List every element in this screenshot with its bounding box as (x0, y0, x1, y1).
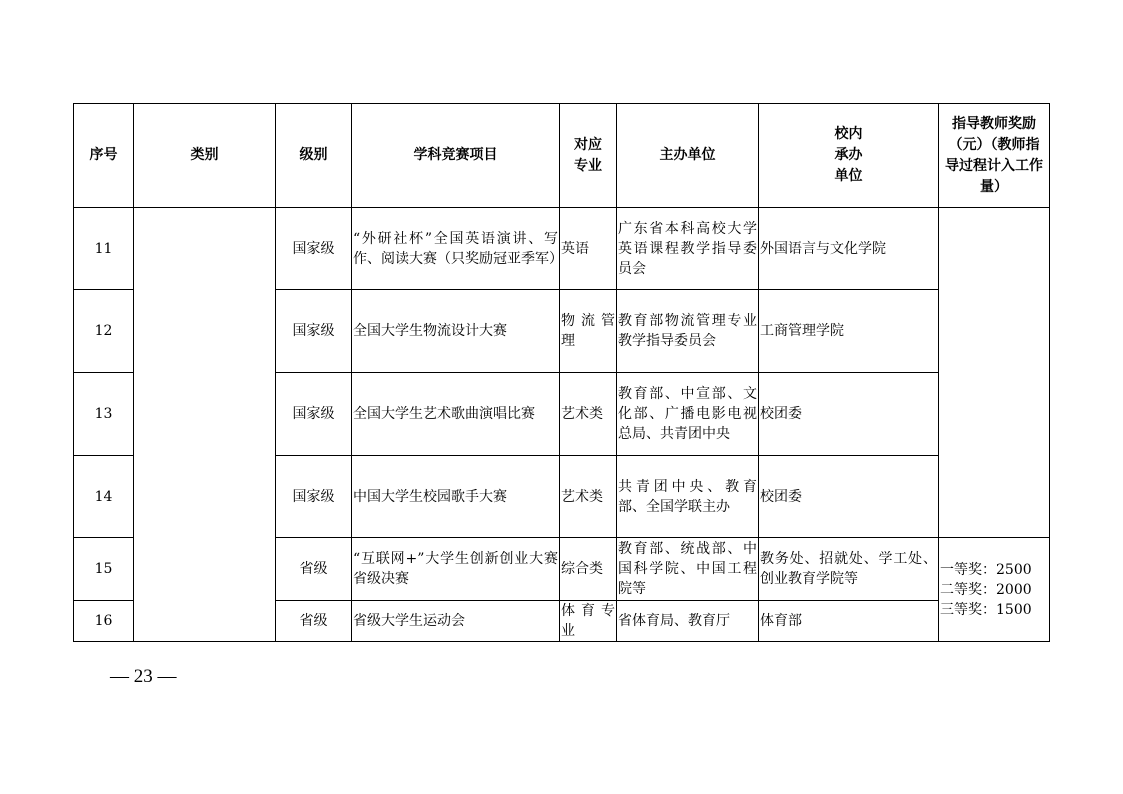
row-project: “外研社杯”全国英语演讲、写作、阅读大赛（只奖励冠亚季军） (352, 208, 560, 290)
row-host-unit: 校团委 (759, 456, 939, 538)
reward-cell-national (939, 208, 1050, 538)
header-level: 级别 (276, 104, 352, 208)
header-index: 序号 (74, 104, 134, 208)
row-organizer: 教育部、统战部、中国科学院、中国工程院等 (617, 538, 759, 601)
row-index: 12 (74, 290, 134, 373)
row-project: 全国大学生物流设计大赛 (352, 290, 560, 373)
row-project: 中国大学生校园歌手大赛 (352, 456, 560, 538)
category-cell (134, 208, 276, 642)
row-organizer: 教育部、中宣部、文化部、广播电影电视总局、共青团中央 (617, 373, 759, 456)
row-index: 13 (74, 373, 134, 456)
page-number: — 23 — (110, 666, 177, 687)
row-host-unit: 工商管理学院 (759, 290, 939, 373)
header-major: 对应专业 (560, 104, 617, 208)
row-index: 14 (74, 456, 134, 538)
row-host-unit: 外国语言与文化学院 (759, 208, 939, 290)
row-level: 国家级 (276, 290, 352, 373)
row-index: 16 (74, 601, 134, 642)
reward-cell-provincial (939, 538, 1050, 642)
row-project: 全国大学生艺术歌曲演唱比赛 (352, 373, 560, 456)
reward-third-prize: 三等奖：1500 (940, 601, 1032, 618)
row-level: 省级 (276, 538, 352, 601)
table-row (74, 208, 1050, 290)
header-organizer: 主办单位 (617, 104, 759, 208)
row-organizer: 广东省本科高校大学英语课程教学指导委员会 (617, 208, 759, 290)
row-index: 11 (74, 208, 134, 290)
row-organizer: 省体育局、教育厅 (617, 601, 759, 642)
row-level: 国家级 (276, 456, 352, 538)
row-organizer: 共青团中央、教育部、全国学联主办 (617, 456, 759, 538)
header-reward: 指导教师奖励（元）（教师指导过程计入工作量） (939, 104, 1050, 208)
reward-second-prize: 二等奖：2000 (940, 581, 1032, 598)
row-major: 艺术类 (560, 456, 617, 538)
row-major: 英语 (560, 208, 617, 290)
row-organizer: 教育部物流管理专业教学指导委员会 (617, 290, 759, 373)
row-level: 国家级 (276, 208, 352, 290)
row-project: “互联网+”大学生创新创业大赛省级决赛 (352, 538, 560, 601)
header-project: 学科竞赛项目 (352, 104, 560, 208)
row-host-unit: 校团委 (759, 373, 939, 456)
row-host-unit: 体育部 (759, 601, 939, 642)
reward-first-prize: 一等奖：2500 (940, 561, 1032, 578)
row-project: 省级大学生运动会 (352, 601, 560, 642)
row-level: 国家级 (276, 373, 352, 456)
header-category: 类别 (134, 104, 276, 208)
competition-table (73, 103, 1050, 642)
row-major: 物流管理 (560, 290, 617, 373)
row-index: 15 (74, 538, 134, 601)
row-host-unit: 教务处、招就处、学工处、创业教育学院等 (759, 538, 939, 601)
row-major: 艺术类 (560, 373, 617, 456)
header-host-unit: 校内承办单位 (759, 104, 939, 208)
row-major: 综合类 (560, 538, 617, 601)
table-header-row (74, 104, 1050, 208)
row-level: 省级 (276, 601, 352, 642)
row-major: 体育专业 (560, 601, 617, 642)
